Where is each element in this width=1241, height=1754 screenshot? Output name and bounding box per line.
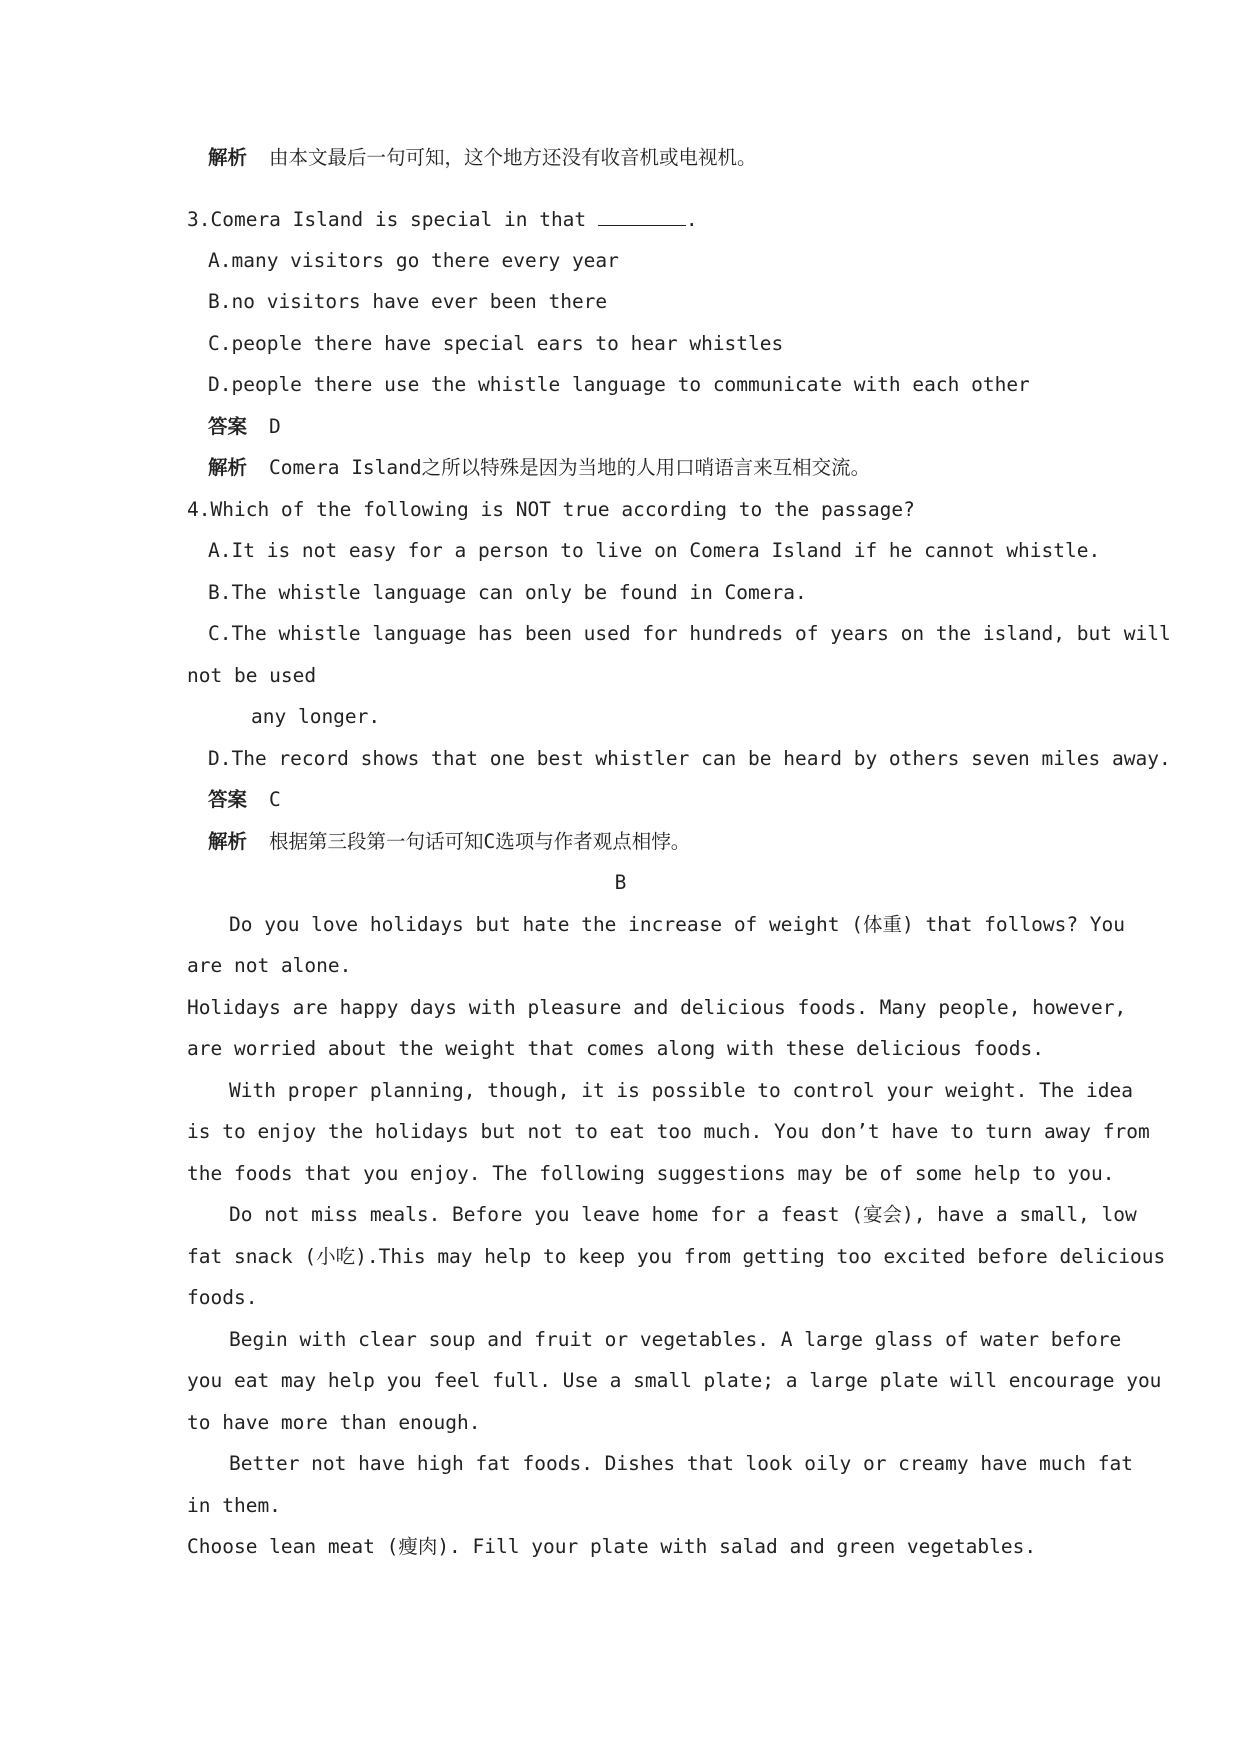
q4-option-b: B.The whistle language can only be found in Comera. [208, 581, 807, 604]
q3-stem [187, 207, 698, 232]
passage-line: Holidays are happy days with pleasure and delicious foods. Many people, however, [187, 996, 1127, 1019]
passage-line: in them. [187, 1494, 281, 1517]
section-b-heading: B [614, 871, 627, 894]
q3-stem-text: 3.Comera Island is special in that [187, 208, 587, 231]
q3-stem-end: . [685, 208, 698, 231]
passage-line: Begin with clear soup and fruit or vegetables. A large glass of water before [229, 1328, 1122, 1351]
q3-option-d: D.people there use the whistle language to communicate with each other [208, 373, 1030, 396]
q3-analysis [208, 456, 870, 480]
q2-analysis [208, 146, 757, 170]
passage-line: fat snack (小吃).This may help to keep you from getting too excited before delicious [187, 1245, 1166, 1268]
q4-option-d: D.The record shows that one best whistler can be heard by others seven miles away. [208, 747, 1171, 770]
passage-line: Choose lean meat (瘦肉). Fill your plate with salad and green vegetables. [187, 1535, 1037, 1558]
q3-answer-blank [598, 207, 686, 226]
q3-answer-value: D [269, 415, 281, 438]
q4-option-c-cont2: any longer. [251, 705, 381, 728]
q2-analysis-text: 由本文最后一句可知，这个地方还没有收音机或电视机。 [269, 146, 757, 169]
q4-option-c-cont: not be used [187, 664, 317, 687]
q3-answer-label: 答案 [208, 415, 248, 438]
q3-option-b: B.no visitors have ever been there [208, 290, 608, 313]
passage-line: foods. [187, 1286, 258, 1309]
q3-answer [208, 415, 281, 439]
q4-stem: 4.Which of the following is NOT true according to the passage? [187, 498, 915, 521]
passage-line: are not alone. [187, 954, 352, 977]
q4-answer-value: C [269, 788, 281, 811]
passage-line: the foods that you enjoy. The following suggestions may be of some help to you. [187, 1162, 1115, 1185]
passage-line: Do you love holidays but hate the increase of weight (体重) that follows? You [229, 913, 1126, 936]
passage-line: is to enjoy the holidays but not to eat too much. You don’t have to turn away from [187, 1120, 1150, 1143]
q4-analysis [208, 830, 690, 854]
q3-option-c: C.people there have special ears to hear whistles [208, 332, 784, 355]
passage-line: Do not miss meals. Before you leave home for a feast (宴会), have a small, low [229, 1203, 1137, 1226]
q2-analysis-label: 解析 [208, 146, 248, 169]
q4-answer-label: 答案 [208, 788, 248, 811]
q3-option-a: A.many visitors go there every year [208, 249, 619, 272]
q4-answer [208, 788, 281, 812]
q4-option-c: C.The whistle language has been used for hundreds of years on the island, but will [208, 622, 1171, 645]
q4-analysis-text: 根据第三段第一句话可知C选项与作者观点相悖。 [269, 830, 691, 853]
passage-line: you eat may help you feel full. Use a small plate; a large plate will encourage you [187, 1369, 1162, 1392]
passage-line: With proper planning, though, it is possible to control your weight. The idea [229, 1079, 1133, 1102]
passage-line: to have more than enough. [187, 1411, 481, 1434]
q3-analysis-text: Comera Island之所以特殊是因为当地的人用口哨语言来互相交流。 [269, 456, 871, 479]
q3-analysis-label: 解析 [208, 456, 248, 479]
q4-option-a: A.It is not easy for a person to live on Comera Island if he cannot whistle. [208, 539, 1101, 562]
q4-analysis-label: 解析 [208, 830, 248, 853]
passage-line: Better not have high fat foods. Dishes that look oily or creamy have much fat [229, 1452, 1133, 1475]
passage-line: are worried about the weight that comes along with these delicious foods. [187, 1037, 1045, 1060]
